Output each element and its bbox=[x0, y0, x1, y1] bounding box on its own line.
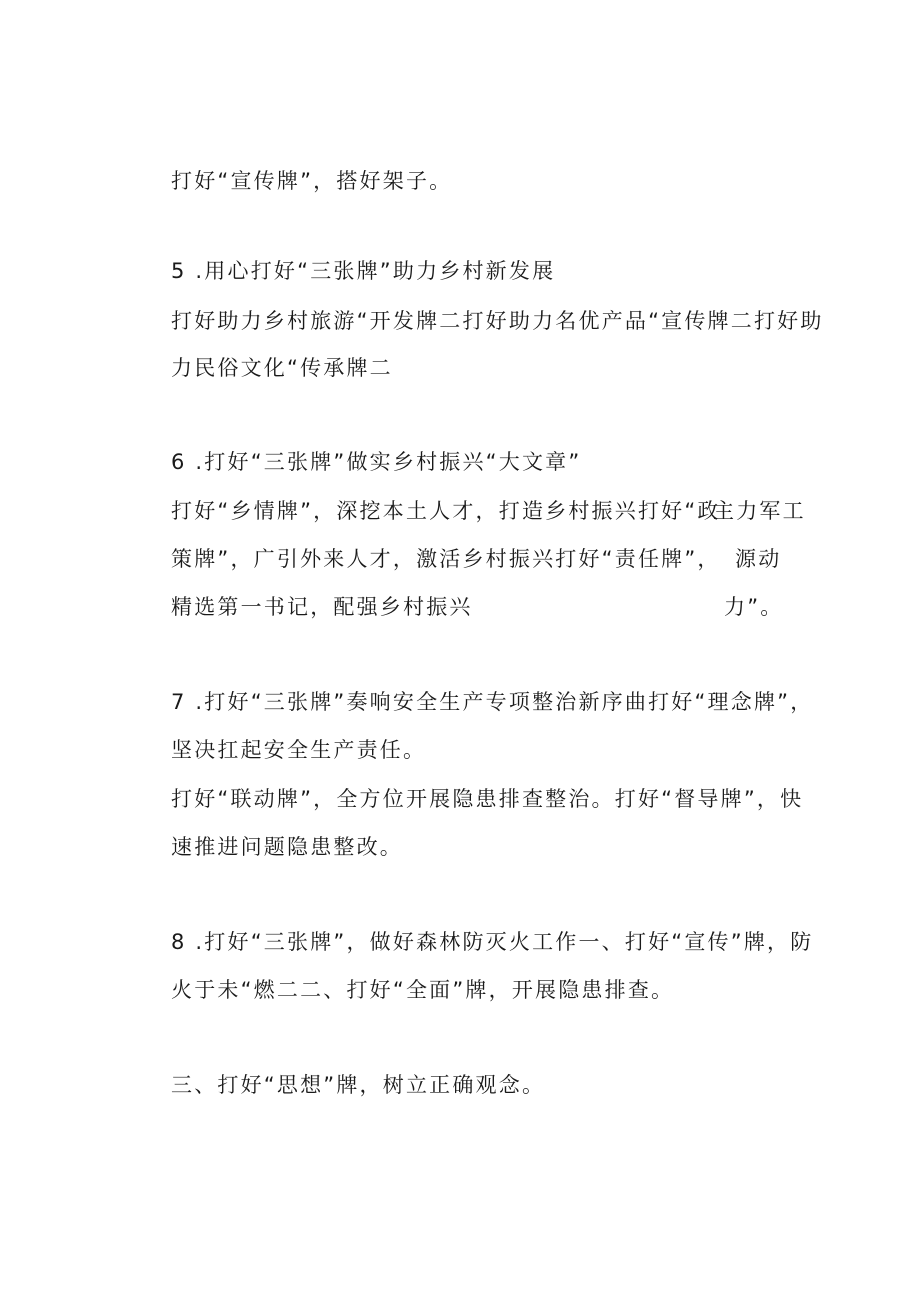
section-7-heading-line: 坚决扛起安全生产责任。 bbox=[171, 738, 427, 762]
section-three-line: 三、打好“思想”牌，树立正确观念。 bbox=[171, 1073, 546, 1097]
section-7-body-line: 速推进问题隐患整改。 bbox=[171, 835, 403, 859]
section-7-body-line: 打好“联动牌”，全方位开展隐患排查整治。打好“督导牌”，快 bbox=[171, 787, 804, 811]
section-5-body-line: 打好助力乡村旅游“开发牌二打好助力名优产品“宣传牌二打好助 bbox=[171, 309, 824, 333]
section-7-heading-line: 7 .打好“三张牌”奏响安全生产专项整治新序曲打好“理念牌”， bbox=[171, 690, 814, 714]
section-6-side-fragment: 主力军工 bbox=[713, 499, 806, 523]
section-5-body-line: 力民俗文化“传承牌二 bbox=[171, 356, 393, 380]
section-5-heading: 5 .用心打好“三张牌”助力乡村新发展 bbox=[171, 259, 556, 283]
section-6-body-line: 打好“乡情牌”，深挖本土人才，打造乡村振兴打好“政 bbox=[171, 499, 721, 523]
section-6-heading: 6 .打好“三张牌”做实乡村振兴“大文章” bbox=[171, 450, 582, 474]
intro-line: 打好“宣传牌”，搭好架子。 bbox=[171, 169, 453, 193]
section-6-body-line: 精选第一书记，配强乡村振兴 bbox=[171, 595, 473, 619]
section-6-side-fragment: 源动 bbox=[735, 547, 782, 571]
section-6-side-fragment: 力”。 bbox=[724, 595, 784, 619]
section-6-body-line: 策牌”，广引外来人才，激活乡村振兴打好“责任牌”， bbox=[171, 547, 721, 571]
section-8-line: 8 .打好“三张牌”，做好森林防灭火工作一、打好“宣传”牌，防 bbox=[171, 930, 814, 954]
section-8-line: 火于未“燃二二、打好“全面”牌，开展隐患排查。 bbox=[171, 978, 675, 1002]
